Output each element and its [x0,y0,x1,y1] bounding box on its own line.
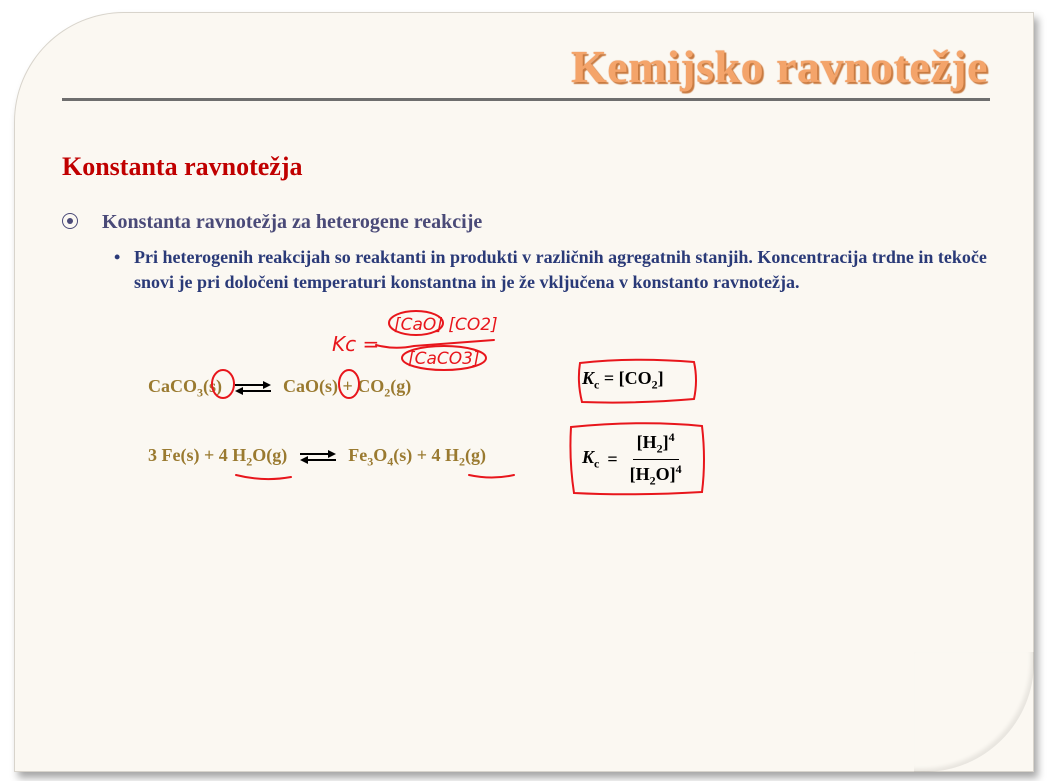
eq1-reactant-state: (s) [203,376,222,396]
circle-caco3-icon [402,346,486,370]
circle-bullet-icon [62,213,78,229]
eq2-right-b: O [373,445,388,465]
eq2-right-sub2: 4 [387,454,394,469]
explanation-text: Pri heterogenih reakcijah so reaktanti in produkti v različnih agregatnih stanjih. Koncentracija trdne in tekoče snovi je pri določeni temperaturi konstantna in je že vključena v konstanto ravnotežja. [134,247,987,292]
title-divider [62,98,990,101]
kc2-fraction [626,430,686,488]
underline-h2o [236,475,291,479]
section-heading: Konstanta ravnotežja [62,152,303,181]
eq2-left-sub: 2 [246,454,253,469]
kc2-num-b: ] [662,432,669,452]
kc1-expr-left: = [CO [603,368,652,388]
eq2-right-d: (g) [465,445,487,465]
kc2-num-a: [H [636,432,657,452]
slide [14,12,1034,772]
eq1-product2: CO [357,376,385,396]
kc-expression-1 [582,368,664,393]
kc2-den-a: [H [629,463,650,484]
handwritten-fraction-line [376,340,494,348]
equation-iron-steam [148,445,486,470]
explanation-paragraph [114,245,1014,295]
underline-h2 [469,475,514,478]
kc2-den-sup: 4 [675,461,682,476]
handwritten-kc-label: Kc = [332,332,380,356]
kc1-expr-right: ] [657,368,664,388]
equilibrium-arrow-icon [233,380,273,396]
kc2-den-sub: 2 [649,473,656,488]
eq1-product1: CaO [283,376,319,396]
kc2-denominator [626,460,686,489]
kc-expression-2 [582,430,686,488]
bullet-heterogeneous [62,211,482,234]
dot-bullet-icon: • [114,247,121,267]
kc1-symbol: K [582,368,595,388]
eq1-product1-state: (s) [319,376,338,396]
slide-title: Kemijsko ravnotežje [571,41,988,92]
eq1-product2-sub: 2 [384,385,391,400]
kc2-den-b: O] [655,463,676,484]
kc2-numerator [633,430,679,460]
kc2-equals: = [607,448,618,469]
eq2-left-a: 3 Fe(s) + 4 H [148,445,247,465]
eq2-right-sub3: 2 [459,454,466,469]
handwritten-denominator: [CaCO3] [408,349,480,369]
kc1-sub: c [594,377,600,392]
circle-cao-icon [389,311,443,335]
bullet-text: Konstanta ravnotežja za heterogene reakcije [102,211,483,233]
kc2-sub: c [594,456,600,471]
eq1-reactant: CaCO [148,376,197,396]
equilibrium-arrow-icon [298,449,338,465]
eq2-right-a: Fe [348,445,368,465]
eq1-product2-state: (g) [390,376,412,396]
eq2-right-sub1: 3 [367,454,374,469]
eq1-plus: + [342,376,353,396]
eq2-left-b: O(g) [252,445,288,465]
eq1-reactant-sub: 3 [197,385,203,400]
equation-caco3 [148,376,411,401]
kc2-num-sub: 2 [656,441,663,456]
kc2-num-sup: 4 [668,430,675,444]
kc1-expr-sub: 2 [651,377,658,392]
kc2-symbol: K [582,446,595,467]
eq2-right-c: (s) + 4 H [393,445,460,465]
handwritten-numerator: [CaO] [CO2] [394,315,498,335]
